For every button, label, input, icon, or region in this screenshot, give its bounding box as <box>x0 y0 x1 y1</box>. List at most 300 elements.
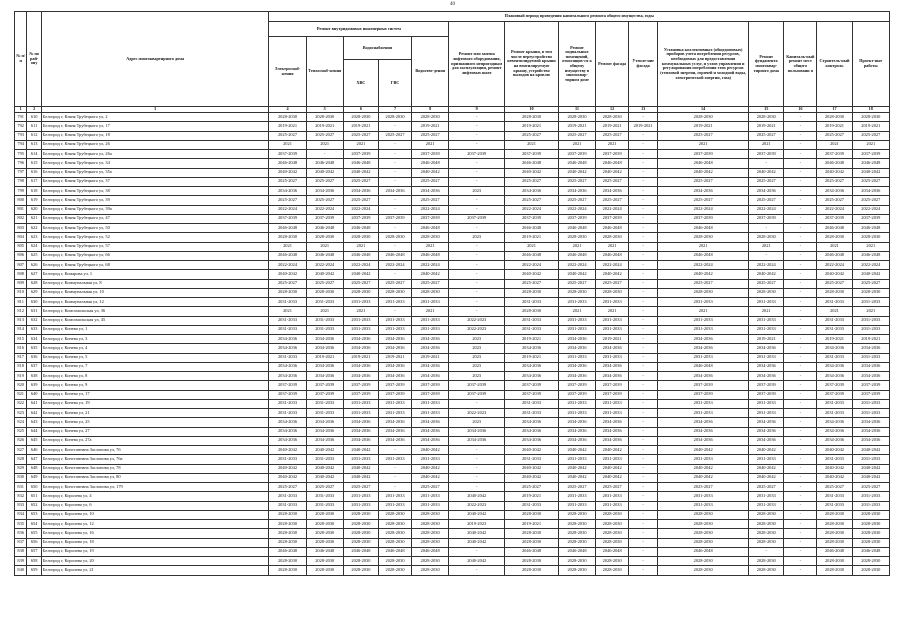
table-cell: - <box>784 325 817 334</box>
table-cell: 2031-2033 <box>269 409 306 418</box>
table-cell: 2031-2033 <box>817 298 852 307</box>
table-cell: - <box>449 131 505 140</box>
table-cell: 2025-2027 <box>558 177 595 186</box>
table-cell: 2031-2033 <box>658 455 749 464</box>
table-cell: 2031-2033 <box>749 455 784 464</box>
capital-repair-table <box>14 11 890 576</box>
table-cell: 2022-2023 <box>449 501 505 510</box>
table-cell: - <box>378 205 411 214</box>
table-cell: 2025-2027 <box>852 196 889 205</box>
table-cell: 2028-2030 <box>596 510 629 519</box>
table-cell: 2034-2036 <box>658 427 749 436</box>
table-cell: - <box>784 557 817 566</box>
table-cell: 2028-2030 <box>412 520 449 529</box>
table-cell: 2031-2033 <box>817 325 852 334</box>
table-cell: 2034-2036 <box>505 372 559 381</box>
table-cell: 2034-2036 <box>596 372 629 381</box>
table-row <box>15 344 890 353</box>
table-cell: - <box>629 372 658 381</box>
table-cell: 2021 <box>658 140 749 149</box>
address-cell: Белгород г, Князя Трубецкого ул, 26 <box>41 140 269 149</box>
address-cell: Белгород г, Конева ул, 27а <box>41 436 269 445</box>
table-cell: 2025-2027 <box>269 279 306 288</box>
table-cell: 2040-2042 <box>505 473 559 482</box>
table-cell: - <box>449 464 505 473</box>
table-cell: 2037-2039 <box>412 390 449 399</box>
table-cell: 2028-2030 <box>343 538 378 547</box>
table-cell: 2031-2033 <box>852 399 889 408</box>
table-row <box>15 177 890 186</box>
table-cell: - <box>629 427 658 436</box>
table-cell: - <box>378 159 411 168</box>
shared-areas-header: Капиталь-ный ремонт мест общего пользовани я <box>784 22 817 107</box>
table-cell: 636 <box>27 353 41 362</box>
table-cell: 2023 <box>449 418 505 427</box>
table-cell: 2034-2036 <box>269 187 306 196</box>
table-cell: 2034-2036 <box>852 436 889 445</box>
table-cell: 2031-2033 <box>505 455 559 464</box>
table-cell: 2040-2042 <box>269 168 306 177</box>
table-row <box>15 159 890 168</box>
table-cell: 2046-2048 <box>269 159 306 168</box>
table-cell: 2031-2033 <box>658 399 749 408</box>
table-cell: 2025-2027 <box>505 279 559 288</box>
table-cell: 2031-2033 <box>505 409 559 418</box>
address-cell: Белгород г, Королева ул, 16 <box>41 529 269 538</box>
column-number: 11 <box>558 107 595 113</box>
table-cell: 818 <box>15 362 27 371</box>
address-cell: Белгород г, Константина Заслонова ул, 80 <box>41 473 269 482</box>
table-cell: 612 <box>27 131 41 140</box>
table-cell: - <box>629 483 658 492</box>
table-cell: 2025-2027 <box>505 177 559 186</box>
table-cell: 2034-2036 <box>596 362 629 371</box>
table-cell: 2031-2033 <box>269 399 306 408</box>
table-cell: 2040-2042 <box>412 473 449 482</box>
table-cell: 2022-2024 <box>558 261 595 270</box>
table-cell: 2021 <box>306 242 343 251</box>
table-cell: 2037-2039 <box>749 150 784 159</box>
table-row <box>15 205 890 214</box>
table-cell: 2028-2030 <box>306 510 343 519</box>
table-cell: 2034-2036 <box>412 372 449 381</box>
table-cell: - <box>629 381 658 390</box>
table-cell: - <box>784 520 817 529</box>
table-cell: 2037-2039 <box>596 214 629 223</box>
table-cell: - <box>629 557 658 566</box>
table-cell: - <box>449 270 505 279</box>
table-cell: 2025-2027 <box>412 483 449 492</box>
hot-water-header: ГВС <box>378 60 411 107</box>
table-cell: - <box>629 325 658 334</box>
table-cell: 2034-2036 <box>596 418 629 427</box>
table-cell: 2031-2033 <box>658 316 749 325</box>
table-cell: 2021 <box>558 307 595 316</box>
table-cell: 2028-2030 <box>505 538 559 547</box>
table-cell: 2028-2030 <box>269 529 306 538</box>
address-cell: Белгород г, Князя Трубецкого ул, 2 <box>41 113 269 122</box>
table-cell: 2021 <box>505 140 559 149</box>
address-cell: Белгород г, Королева ул, 4 <box>41 492 269 501</box>
table-cell: - <box>449 288 505 297</box>
table-cell: 809 <box>15 279 27 288</box>
table-cell: 2040-2042 <box>412 464 449 473</box>
table-cell: 2037-2039 <box>596 381 629 390</box>
table-cell: 2025-2027 <box>817 131 852 140</box>
table-cell: 2028-2030 <box>378 529 411 538</box>
table-cell: 2031-2033 <box>343 399 378 408</box>
table-cell: - <box>784 483 817 492</box>
table-cell: 2031-2033 <box>596 353 629 362</box>
table-cell: 2031-2033 <box>412 492 449 501</box>
table-cell: 2034-2036 <box>412 427 449 436</box>
table-cell: 2022-2024 <box>505 205 559 214</box>
table-cell: 2028-2030 <box>306 233 343 242</box>
table-cell: 2025-2027 <box>412 131 449 140</box>
table-cell: 2019-2021 <box>749 335 784 344</box>
table-cell: - <box>784 242 817 251</box>
table-cell: 2031-2033 <box>306 298 343 307</box>
table-cell: - <box>784 140 817 149</box>
table-cell: 655 <box>27 529 41 538</box>
table-cell: 2025-2027 <box>558 196 595 205</box>
table-cell: 2046-2048 <box>378 251 411 260</box>
table-cell: 2037-2039 <box>449 150 505 159</box>
table-row <box>15 372 890 381</box>
table-cell: - <box>629 168 658 177</box>
table-cell: 2046-2048 <box>306 224 343 233</box>
table-row <box>15 538 890 547</box>
table-cell: 2022-2024 <box>558 205 595 214</box>
table-cell: 2028-2030 <box>852 538 889 547</box>
table-cell: 2040-2042 <box>852 446 889 455</box>
table-cell: 2046-2048 <box>505 159 559 168</box>
table-cell: - <box>629 187 658 196</box>
table-cell: - <box>629 353 658 362</box>
table-cell: 2028-2030 <box>269 557 306 566</box>
address-cell: Белгород г, Князя Трубецкого ул, 38 <box>41 187 269 196</box>
address-cell: Белгород г, Конева ул, 1 <box>41 325 269 334</box>
address-cell: Белгород г, Конева ул, 5 <box>41 353 269 362</box>
table-cell: 2031-2033 <box>852 316 889 325</box>
table-cell: 2040-2042 <box>558 446 595 455</box>
table-cell: 805 <box>15 242 27 251</box>
table-cell: 835 <box>15 520 27 529</box>
table-cell: 2046-2048 <box>306 159 343 168</box>
table-cell: 2037-2039 <box>558 390 595 399</box>
table-cell: - <box>449 399 505 408</box>
table-cell: - <box>629 566 658 575</box>
table-cell: - <box>629 113 658 122</box>
table-cell: - <box>629 473 658 482</box>
table-cell: 2040-2042 <box>558 168 595 177</box>
table-cell: - <box>784 399 817 408</box>
table-cell: 2023 <box>449 233 505 242</box>
table-row <box>15 520 890 529</box>
column-number: 3 <box>41 107 269 113</box>
table-cell: 804 <box>15 233 27 242</box>
table-cell: 2034-2036 <box>378 335 411 344</box>
table-cell: 2034-2036 <box>505 427 559 436</box>
table-cell: - <box>784 251 817 260</box>
table-cell: - <box>629 390 658 399</box>
table-cell: 2034-2036 <box>817 362 852 371</box>
table-cell: 2028-2030 <box>412 557 449 566</box>
table-cell: 2021 <box>269 307 306 316</box>
table-cell: 615 <box>27 159 41 168</box>
column-number: 5 <box>306 107 343 113</box>
address-cell: Белгород г, Конева ул, 4 <box>41 344 269 353</box>
table-cell: 2046-2048 <box>658 547 749 556</box>
table-cell: 2031-2033 <box>852 409 889 418</box>
table-row <box>15 325 890 334</box>
table-cell: 2028-2030 <box>343 520 378 529</box>
table-cell: 2031-2033 <box>558 353 595 362</box>
table-cell: 2028-2030 <box>658 566 749 575</box>
table-cell: 2031-2033 <box>596 325 629 334</box>
column-number: 9 <box>449 107 505 113</box>
table-cell: 2034-2036 <box>343 335 378 344</box>
table-cell: 2037-2039 <box>269 150 306 159</box>
table-cell: 816 <box>15 344 27 353</box>
table-cell: 814 <box>15 325 27 334</box>
table-cell: 2019-2021 <box>306 353 343 362</box>
table-row <box>15 510 890 519</box>
table-cell: 2025-2027 <box>269 177 306 186</box>
table-cell: 2034-2036 <box>558 372 595 381</box>
table-cell: 2046-2048 <box>596 224 629 233</box>
table-cell: 2034-2036 <box>269 372 306 381</box>
address-cell: Белгород г, Комсомольская ул, 45 <box>41 316 269 325</box>
table-cell: 2040-2042 <box>658 464 749 473</box>
table-cell: 2025-2027 <box>558 279 595 288</box>
table-cell: 2019-2021 <box>558 122 595 131</box>
table-cell: 2031-2033 <box>378 325 411 334</box>
table-cell: 2028-2030 <box>658 520 749 529</box>
address-cell: Белгород г, Конева ул, 19 <box>41 399 269 408</box>
col-district-num-header: № по рай-ону <box>27 12 41 107</box>
address-cell: Белгород г, Коммунальная ул, 12 <box>41 298 269 307</box>
table-cell: 2046-2048 <box>306 251 343 260</box>
table-cell: 2028-2030 <box>817 566 852 575</box>
table-cell: 2034-2036 <box>412 362 449 371</box>
table-row <box>15 353 890 362</box>
table-cell: 2019-2021 <box>817 122 852 131</box>
table-cell: 2034-2036 <box>449 427 505 436</box>
table-cell: - <box>749 547 784 556</box>
table-cell: 2040-2042 <box>852 464 889 473</box>
table-cell: - <box>784 187 817 196</box>
table-cell: 2037-2039 <box>505 390 559 399</box>
table-cell: 796 <box>15 159 27 168</box>
facade-header: Ремонт фасада <box>596 22 629 107</box>
table-cell: 2031-2033 <box>852 501 889 510</box>
table-cell: - <box>629 150 658 159</box>
table-cell: 2031-2033 <box>749 325 784 334</box>
table-cell: 2028-2030 <box>749 520 784 529</box>
table-cell: 833 <box>15 501 27 510</box>
table-row <box>15 131 890 140</box>
table-cell: 2031-2033 <box>505 298 559 307</box>
table-cell: 2028-2030 <box>378 233 411 242</box>
table-row <box>15 399 890 408</box>
table-cell: 2040-2042 <box>269 464 306 473</box>
table-cell: 623 <box>27 233 41 242</box>
table-cell: 2019-2021 <box>343 122 378 131</box>
table-cell: 2046-2048 <box>852 224 889 233</box>
column-number: 7 <box>378 107 411 113</box>
table-cell: - <box>784 566 817 575</box>
table-cell: 2034-2036 <box>269 362 306 371</box>
table-row <box>15 150 890 159</box>
table-cell: 2034-2036 <box>596 187 629 196</box>
table-cell: 2025-2027 <box>306 483 343 492</box>
table-cell: 2046-2048 <box>505 224 559 233</box>
water-supply-header: Водоснабжения <box>343 37 411 60</box>
table-cell: 2023 <box>449 344 505 353</box>
table-cell: 2022-2023 <box>449 325 505 334</box>
table-cell: - <box>784 529 817 538</box>
table-cell: 813 <box>15 316 27 325</box>
table-cell: - <box>449 251 505 260</box>
table-cell: 2037-2039 <box>817 381 852 390</box>
table-cell: 2046-2048 <box>658 224 749 233</box>
table-cell: 2031-2033 <box>596 399 629 408</box>
table-row <box>15 483 890 492</box>
table-cell: 2028-2030 <box>852 510 889 519</box>
table-cell: 2034-2036 <box>306 362 343 371</box>
table-cell: 799 <box>15 187 27 196</box>
table-cell: 2031-2033 <box>749 298 784 307</box>
table-cell: - <box>629 409 658 418</box>
table-cell: 2031-2033 <box>596 316 629 325</box>
table-cell: 2031-2033 <box>558 455 595 464</box>
table-cell: 2040-2042 <box>269 446 306 455</box>
table-cell: 2034-2036 <box>343 418 378 427</box>
table-cell: 2028-2030 <box>596 538 629 547</box>
table-cell: - <box>449 140 505 149</box>
table-cell: 640 <box>27 390 41 399</box>
table-cell: - <box>749 251 784 260</box>
table-row <box>15 566 890 575</box>
table-cell: 2040-2042 <box>852 270 889 279</box>
address-cell: Белгород г, Королева ул, 20 <box>41 557 269 566</box>
table-cell: 2031-2033 <box>343 298 378 307</box>
table-cell: 2028-2030 <box>412 113 449 122</box>
table-cell: 2040-2042 <box>505 464 559 473</box>
table-cell: 2037-2039 <box>852 390 889 399</box>
table-cell: 644 <box>27 427 41 436</box>
table-cell: - <box>784 196 817 205</box>
table-row <box>15 436 890 445</box>
table-cell: 634 <box>27 335 41 344</box>
table-row <box>15 381 890 390</box>
table-cell: 2028-2030 <box>817 288 852 297</box>
table-cell: 2021 <box>505 242 559 251</box>
table-cell: 2028-2030 <box>817 520 852 529</box>
table-cell: 2019-2021 <box>852 122 889 131</box>
table-cell: - <box>449 566 505 575</box>
table-cell: 2037-2039 <box>343 214 378 223</box>
table-cell: 2037-2039 <box>378 390 411 399</box>
table-cell: 637 <box>27 362 41 371</box>
table-cell: 838 <box>15 547 27 556</box>
table-cell: - <box>784 501 817 510</box>
table-cell: - <box>784 288 817 297</box>
table-cell: 2019-2021 <box>343 353 378 362</box>
column-number: 10 <box>505 107 559 113</box>
table-cell: 2031-2033 <box>749 501 784 510</box>
table-cell: 2022-2024 <box>852 261 889 270</box>
table-cell: 2028-2030 <box>505 113 559 122</box>
table-cell: 836 <box>15 529 27 538</box>
table-cell: 2022-2024 <box>378 261 411 270</box>
table-cell: 2046-2048 <box>658 362 749 371</box>
table-cell: - <box>449 113 505 122</box>
table-cell: 2031-2033 <box>658 501 749 510</box>
table-cell: 2031-2033 <box>343 325 378 334</box>
table-cell: - <box>784 362 817 371</box>
table-cell: 2025-2027 <box>343 177 378 186</box>
table-cell: 2046-2048 <box>558 224 595 233</box>
table-cell: 2034-2036 <box>558 344 595 353</box>
table-cell: 2022-2024 <box>596 261 629 270</box>
table-cell: 2040-2042 <box>449 557 505 566</box>
table-cell: 654 <box>27 520 41 529</box>
table-cell: 2025-2027 <box>817 279 852 288</box>
table-cell: 2019-2021 <box>505 520 559 529</box>
table-cell: 2037-2039 <box>343 150 378 159</box>
address-cell: Белгород г, Князя Трубецкого ул, 39 <box>41 196 269 205</box>
address-cell: Белгород г, Конева ул, 7 <box>41 362 269 371</box>
table-cell: - <box>784 353 817 362</box>
table-cell: 2028-2030 <box>749 529 784 538</box>
table-row <box>15 547 890 556</box>
heat-header: Теплоснаб-жения <box>306 37 343 107</box>
table-cell: 2040-2042 <box>306 270 343 279</box>
table-row <box>15 261 890 270</box>
table-cell: 2037-2039 <box>558 150 595 159</box>
table-cell: - <box>629 279 658 288</box>
table-cell: 812 <box>15 307 27 316</box>
table-cell: 2034-2036 <box>658 372 749 381</box>
table-cell: 2034-2036 <box>412 344 449 353</box>
table-cell: 2031-2033 <box>343 409 378 418</box>
table-cell: 2034-2036 <box>596 344 629 353</box>
table-cell: - <box>629 131 658 140</box>
table-cell: 2034-2036 <box>658 187 749 196</box>
table-cell: 2021 <box>749 307 784 316</box>
table-cell: 2034-2036 <box>412 187 449 196</box>
table-cell: 2025-2027 <box>596 279 629 288</box>
table-row <box>15 187 890 196</box>
table-cell: 2040-2042 <box>449 492 505 501</box>
table-cell: - <box>784 492 817 501</box>
table-cell: - <box>629 501 658 510</box>
table-cell: 2034-2036 <box>269 436 306 445</box>
table-cell: 2025-2027 <box>343 279 378 288</box>
table-cell: 2021 <box>596 140 629 149</box>
table-cell: 2031-2033 <box>412 298 449 307</box>
table-cell: 2021 <box>412 242 449 251</box>
column-number: 1 <box>15 107 27 113</box>
table-cell: 2025-2027 <box>306 131 343 140</box>
table-row <box>15 455 890 464</box>
table-row <box>15 307 890 316</box>
address-cell: Белгород г, Князя Трубецкого ул, 57 <box>41 242 269 251</box>
table-cell: 2040-2042 <box>749 464 784 473</box>
table-cell: 2025-2027 <box>505 483 559 492</box>
